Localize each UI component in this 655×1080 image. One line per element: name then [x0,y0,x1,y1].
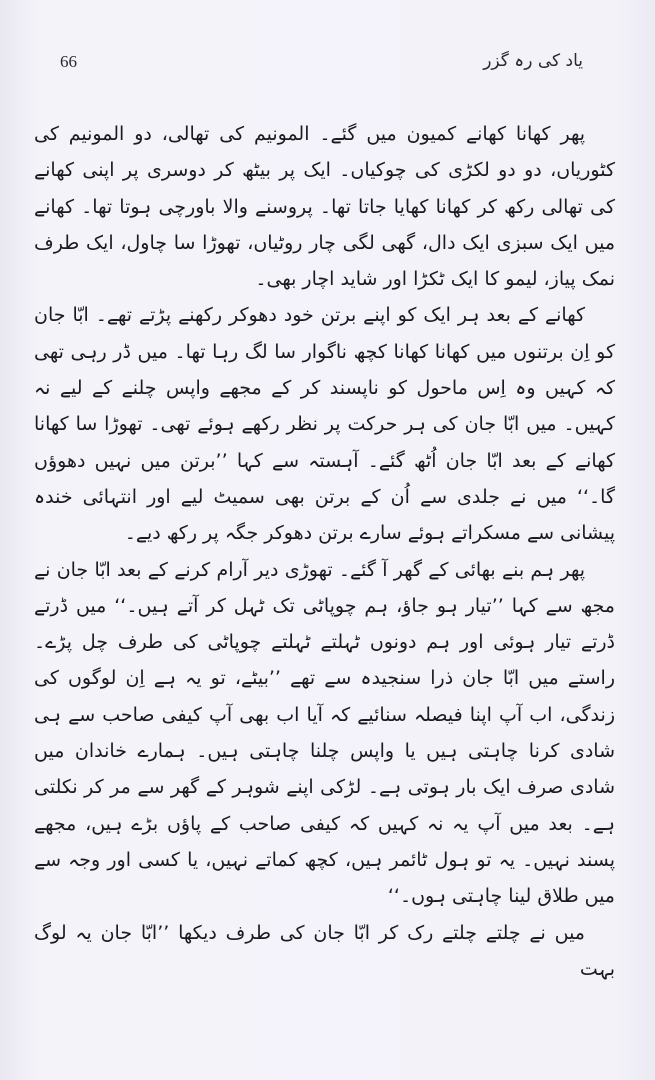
paragraph-4: میں نے چلتے چلتے رک کر ابّا جان کی طرف دیکھا ’’ابّا جان یہ لوگ بہت [34,921,615,980]
page-number: 66 [60,52,77,71]
paragraph-2: کھانے کے بعد ہر ایک کو اپنے برتن خود دھوکر رکھنے پڑتے تھے۔ ابّا جان کو اِن برتنوں میں کھانا کھانا کچھ ناگوار سا لگ رہا تھا۔ میں ڈر رہی تھی کہ کہیں وہ اِس ماحول کو ناپسند کر کے مجھے واپس چلنے کے لیے نہ کہیں۔ میں ابّا جان کی ہر حرکت پر نظر رکھے ہوئے تھی۔ تھوڑا سا کھانا کھانے کے بعد ابّا جان اُٹھ گئے۔ آہستہ سے کہا ’’برتن میں نہیں دھوؤں گا۔‘‘ میں نے جلدی سے اُن کے برتن بھی سمیٹ لیے اور انتہائی خندہ پیشانی سے مسکراتے ہوئے سارے برتن دھوکر جگہ پر رکھ دیے۔ [34,304,615,545]
running-header [60,52,583,86]
page-body-text [34,116,615,1050]
book-title: یاد کی رہ گزر [483,51,583,71]
paragraph-3: پھر ہم بنے بھائی کے گھر آ گئے۔ تھوڑی دیر آرام کرنے کے بعد ابّا جان نے مجھ سے کہا ’’تیار ہو جاؤ، ہم چوپاٹی تک ٹہل کر آتے ہیں۔‘‘ میں ڈرتے ڈرتے تیار ہوئی اور ہم دونوں ٹہلتے ٹہلتے چوپاٹی کی طرف چل پڑے۔ راستے میں ابّا جان ذرا سنجیدہ سے تھے ’’بیٹے، تو یہ ہے اِن لوگوں کی زندگی، اب آپ اپنا فیصلہ سنائیے کہ آیا اب بھی آپ کیفی صاحب سے ہی شادی کرنا چاہتی ہیں یا واپس چلنا چاہتی ہیں۔ ہمارے خاندان میں شادی صرف ایک بار ہوتی ہے۔ لڑکی اپنے شوہر کے گھر سے مر کر نکلتی ہے۔ بعد میں آپ یہ نہ کہیں کہ کیفی صاحب کے پاؤں بڑے ہیں، مجھے پسند نہیں۔ یہ تو ہول ٹائمر ہیں، کچھ کماتے نہیں، یا کسی اور وجہ سے میں طلاق لینا چاہتی ہوں۔‘‘ [34,558,615,908]
paragraph-1: پھر کھانا کھانے کمیون میں گئے۔ المونیم کی تھالی، دو المونیم کی کٹوریاں، دو دو لکڑی کی چوکیاں۔ ایک پر بیٹھ کر دوسری پر اپنی کھانے کی تھالی رکھ کر کھانا کھایا جاتا تھا۔ پروسنے والا باورچی ہوتا تھا۔ کھانے میں ایک سبزی ایک دال، گھی لگی چار روٹیاں، تھوڑا سا چاول، ایک طرف نمک پیاز، لیمو کا ایک ٹکڑا اور شاید اچار بھی۔ [34,123,615,291]
